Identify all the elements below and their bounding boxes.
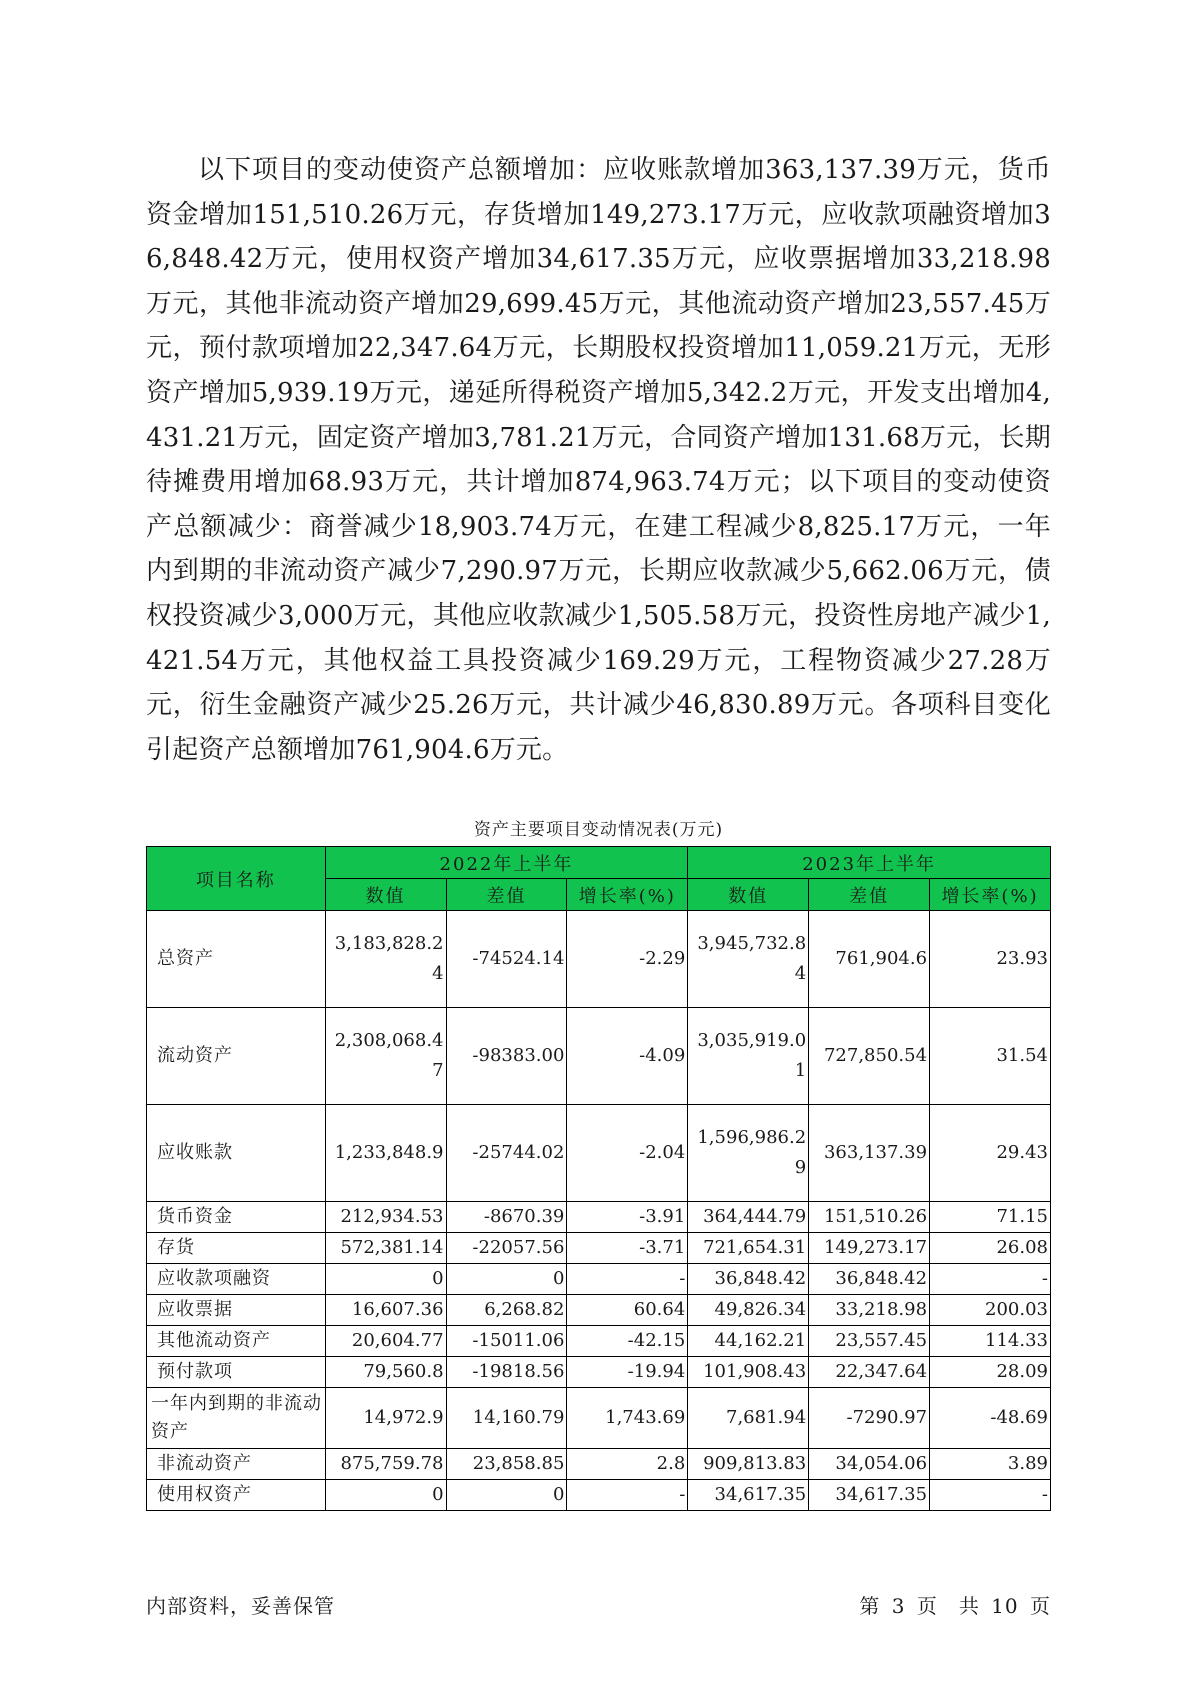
table-row [147,1295,1051,1326]
growth-2022: -3.91 [567,1202,688,1233]
growth-2023: 71.15 [930,1202,1051,1233]
diff-2023: 149,273.17 [809,1233,930,1264]
diff-2023: 36,848.42 [809,1264,930,1295]
value-2022: 875,759.78 [325,1449,446,1480]
diff-2022: 0 [446,1480,567,1511]
table-row [147,1357,1051,1388]
header-diff-2022: 差值 [446,879,567,911]
value-2023: 36,848.42 [688,1264,809,1295]
value-2023: 34,617.35 [688,1480,809,1511]
value-2023: 3,035,919.01 [688,1008,809,1105]
table-row [147,1105,1051,1202]
growth-2022: 60.64 [567,1295,688,1326]
header-diff-2023: 差值 [809,879,930,911]
value-2023: 721,654.31 [688,1233,809,1264]
header-growth-2022: 增长率(%) [567,879,688,911]
value-2023: 49,826.34 [688,1295,809,1326]
diff-2022: 0 [446,1264,567,1295]
diff-2022: -74524.14 [446,911,567,1008]
diff-2022: -15011.06 [446,1326,567,1357]
value-2022: 2,308,068.47 [325,1008,446,1105]
value-2022: 14,972.9 [325,1388,446,1449]
growth-2023: - [930,1264,1051,1295]
value-2022: 20,604.77 [325,1326,446,1357]
table-row [147,1264,1051,1295]
growth-2022: -4.09 [567,1008,688,1105]
growth-2023: 3.89 [930,1449,1051,1480]
header-period-2022: 2022年上半年 [325,847,688,879]
value-2022: 16,607.36 [325,1295,446,1326]
growth-2022: 1,743.69 [567,1388,688,1449]
growth-2022: -2.29 [567,911,688,1008]
value-2022: 1,233,848.9 [325,1105,446,1202]
asset-changes-table [146,846,1051,1511]
growth-2023: 28.09 [930,1357,1051,1388]
table-caption: 资产主要项目变动情况表(万元) [473,820,724,840]
row-name: 总资产 [147,911,326,1008]
diff-2022: 23,858.85 [446,1449,567,1480]
value-2023: 364,444.79 [688,1202,809,1233]
table-row [147,1008,1051,1105]
diff-2023: 761,904.6 [809,911,930,1008]
diff-2023: 34,617.35 [809,1480,930,1511]
table-row [147,1480,1051,1511]
growth-2023: -48.69 [930,1388,1051,1449]
diff-2023: -7290.97 [809,1388,930,1449]
diff-2023: 151,510.26 [809,1202,930,1233]
table-row [147,1449,1051,1480]
growth-2022: - [567,1264,688,1295]
value-2022: 3,183,828.24 [325,911,446,1008]
diff-2023: 22,347.64 [809,1357,930,1388]
value-2023: 1,596,986.29 [688,1105,809,1202]
table-row [147,1233,1051,1264]
diff-2022: -8670.39 [446,1202,567,1233]
value-2023: 909,813.83 [688,1449,809,1480]
growth-2023: 29.43 [930,1105,1051,1202]
row-name: 非流动资产 [147,1449,326,1480]
header-period-2023: 2023年上半年 [688,847,1051,879]
diff-2022: -22057.56 [446,1233,567,1264]
growth-2023: - [930,1480,1051,1511]
header-item-name: 项目名称 [147,847,326,911]
diff-2023: 23,557.45 [809,1326,930,1357]
diff-2023: 363,137.39 [809,1105,930,1202]
growth-2022: -19.94 [567,1357,688,1388]
table-row [147,1202,1051,1233]
growth-2022: 2.8 [567,1449,688,1480]
growth-2022: -42.15 [567,1326,688,1357]
value-2022: 79,560.8 [325,1357,446,1388]
row-name: 货币资金 [147,1202,326,1233]
row-name: 应收账款 [147,1105,326,1202]
diff-2023: 33,218.98 [809,1295,930,1326]
row-name: 流动资产 [147,1008,326,1105]
body-paragraph: 以下项目的变动使资产总额增加：应收账款增加363,137.39万元，货币资金增加151,510.26万元，存货增加149,273.17万元，应收款项融资增加36,848.42万元，使用权资产增加34,617.35万元，应收票据增加33,218.98万元，其他非流动资产增加29,699.45万元，其他流动资产增加23,557.45万元，预付款项增加22,347.64万元，长期股权投资增加11,059.21万元，无形资产增加5,939.19万元，递延所得税资产增加5,342.2万元，开发支出增加4,431.21万元，固定资产增加3,781.21万元，合同资产增加131.68万元，长期待摊费用增加68.93万元，共计增加874,963.74万元；以下项目的变动使资产总额减少：商誉减少18,903.74万元，在建工程减少8,825.17万元，一年内到期的非流动资产减少7,290.97万元，长期应收款减少5,662.06万元，债权投资减少3,000万元，其他应收款减少1,505.58万元，投资性房地产减少1,421.54万元，其他权益工具投资减少169.29万元，工程物资减少27.28万元，衍生金融资产减少25.26万元，共计减少46,830.89万元。各项科目变化引起资产总额增加761,904.6万元。 [146,155,1051,765]
growth-2022: - [567,1480,688,1511]
table-row [147,911,1051,1008]
value-2022: 0 [325,1264,446,1295]
header-value-2023: 数值 [688,879,809,911]
diff-2023: 727,850.54 [809,1008,930,1105]
value-2023: 101,908.43 [688,1357,809,1388]
value-2022: 0 [325,1480,446,1511]
diff-2023: 34,054.06 [809,1449,930,1480]
header-growth-2023: 增长率(%) [930,879,1051,911]
table-row [147,1326,1051,1357]
value-2023: 7,681.94 [688,1388,809,1449]
table-row [147,1388,1051,1449]
growth-2023: 114.33 [930,1326,1051,1357]
row-name: 预付款项 [147,1357,326,1388]
value-2023: 44,162.21 [688,1326,809,1357]
diff-2022: 6,268.82 [446,1295,567,1326]
diff-2022: -25744.02 [446,1105,567,1202]
row-name: 应收款项融资 [147,1264,326,1295]
diff-2022: 14,160.79 [446,1388,567,1449]
diff-2022: -98383.00 [446,1008,567,1105]
row-name: 其他流动资产 [147,1326,326,1357]
value-2022: 572,381.14 [325,1233,446,1264]
diff-2022: -19818.56 [446,1357,567,1388]
footer-confidential-note: 内部资料，妥善保管 [146,1594,335,1618]
header-value-2022: 数值 [325,879,446,911]
value-2022: 212,934.53 [325,1202,446,1233]
row-name: 应收票据 [147,1295,326,1326]
growth-2022: -2.04 [567,1105,688,1202]
growth-2023: 31.54 [930,1008,1051,1105]
growth-2023: 200.03 [930,1295,1051,1326]
growth-2022: -3.71 [567,1233,688,1264]
growth-2023: 23.93 [930,911,1051,1008]
footer-page-number: 第 3 页 共 10 页 [859,1594,1051,1618]
value-2023: 3,945,732.84 [688,911,809,1008]
growth-2023: 26.08 [930,1233,1051,1264]
row-name: 存货 [147,1233,326,1264]
row-name: 一年内到期的非流动资产 [147,1388,326,1449]
row-name: 使用权资产 [147,1480,326,1511]
